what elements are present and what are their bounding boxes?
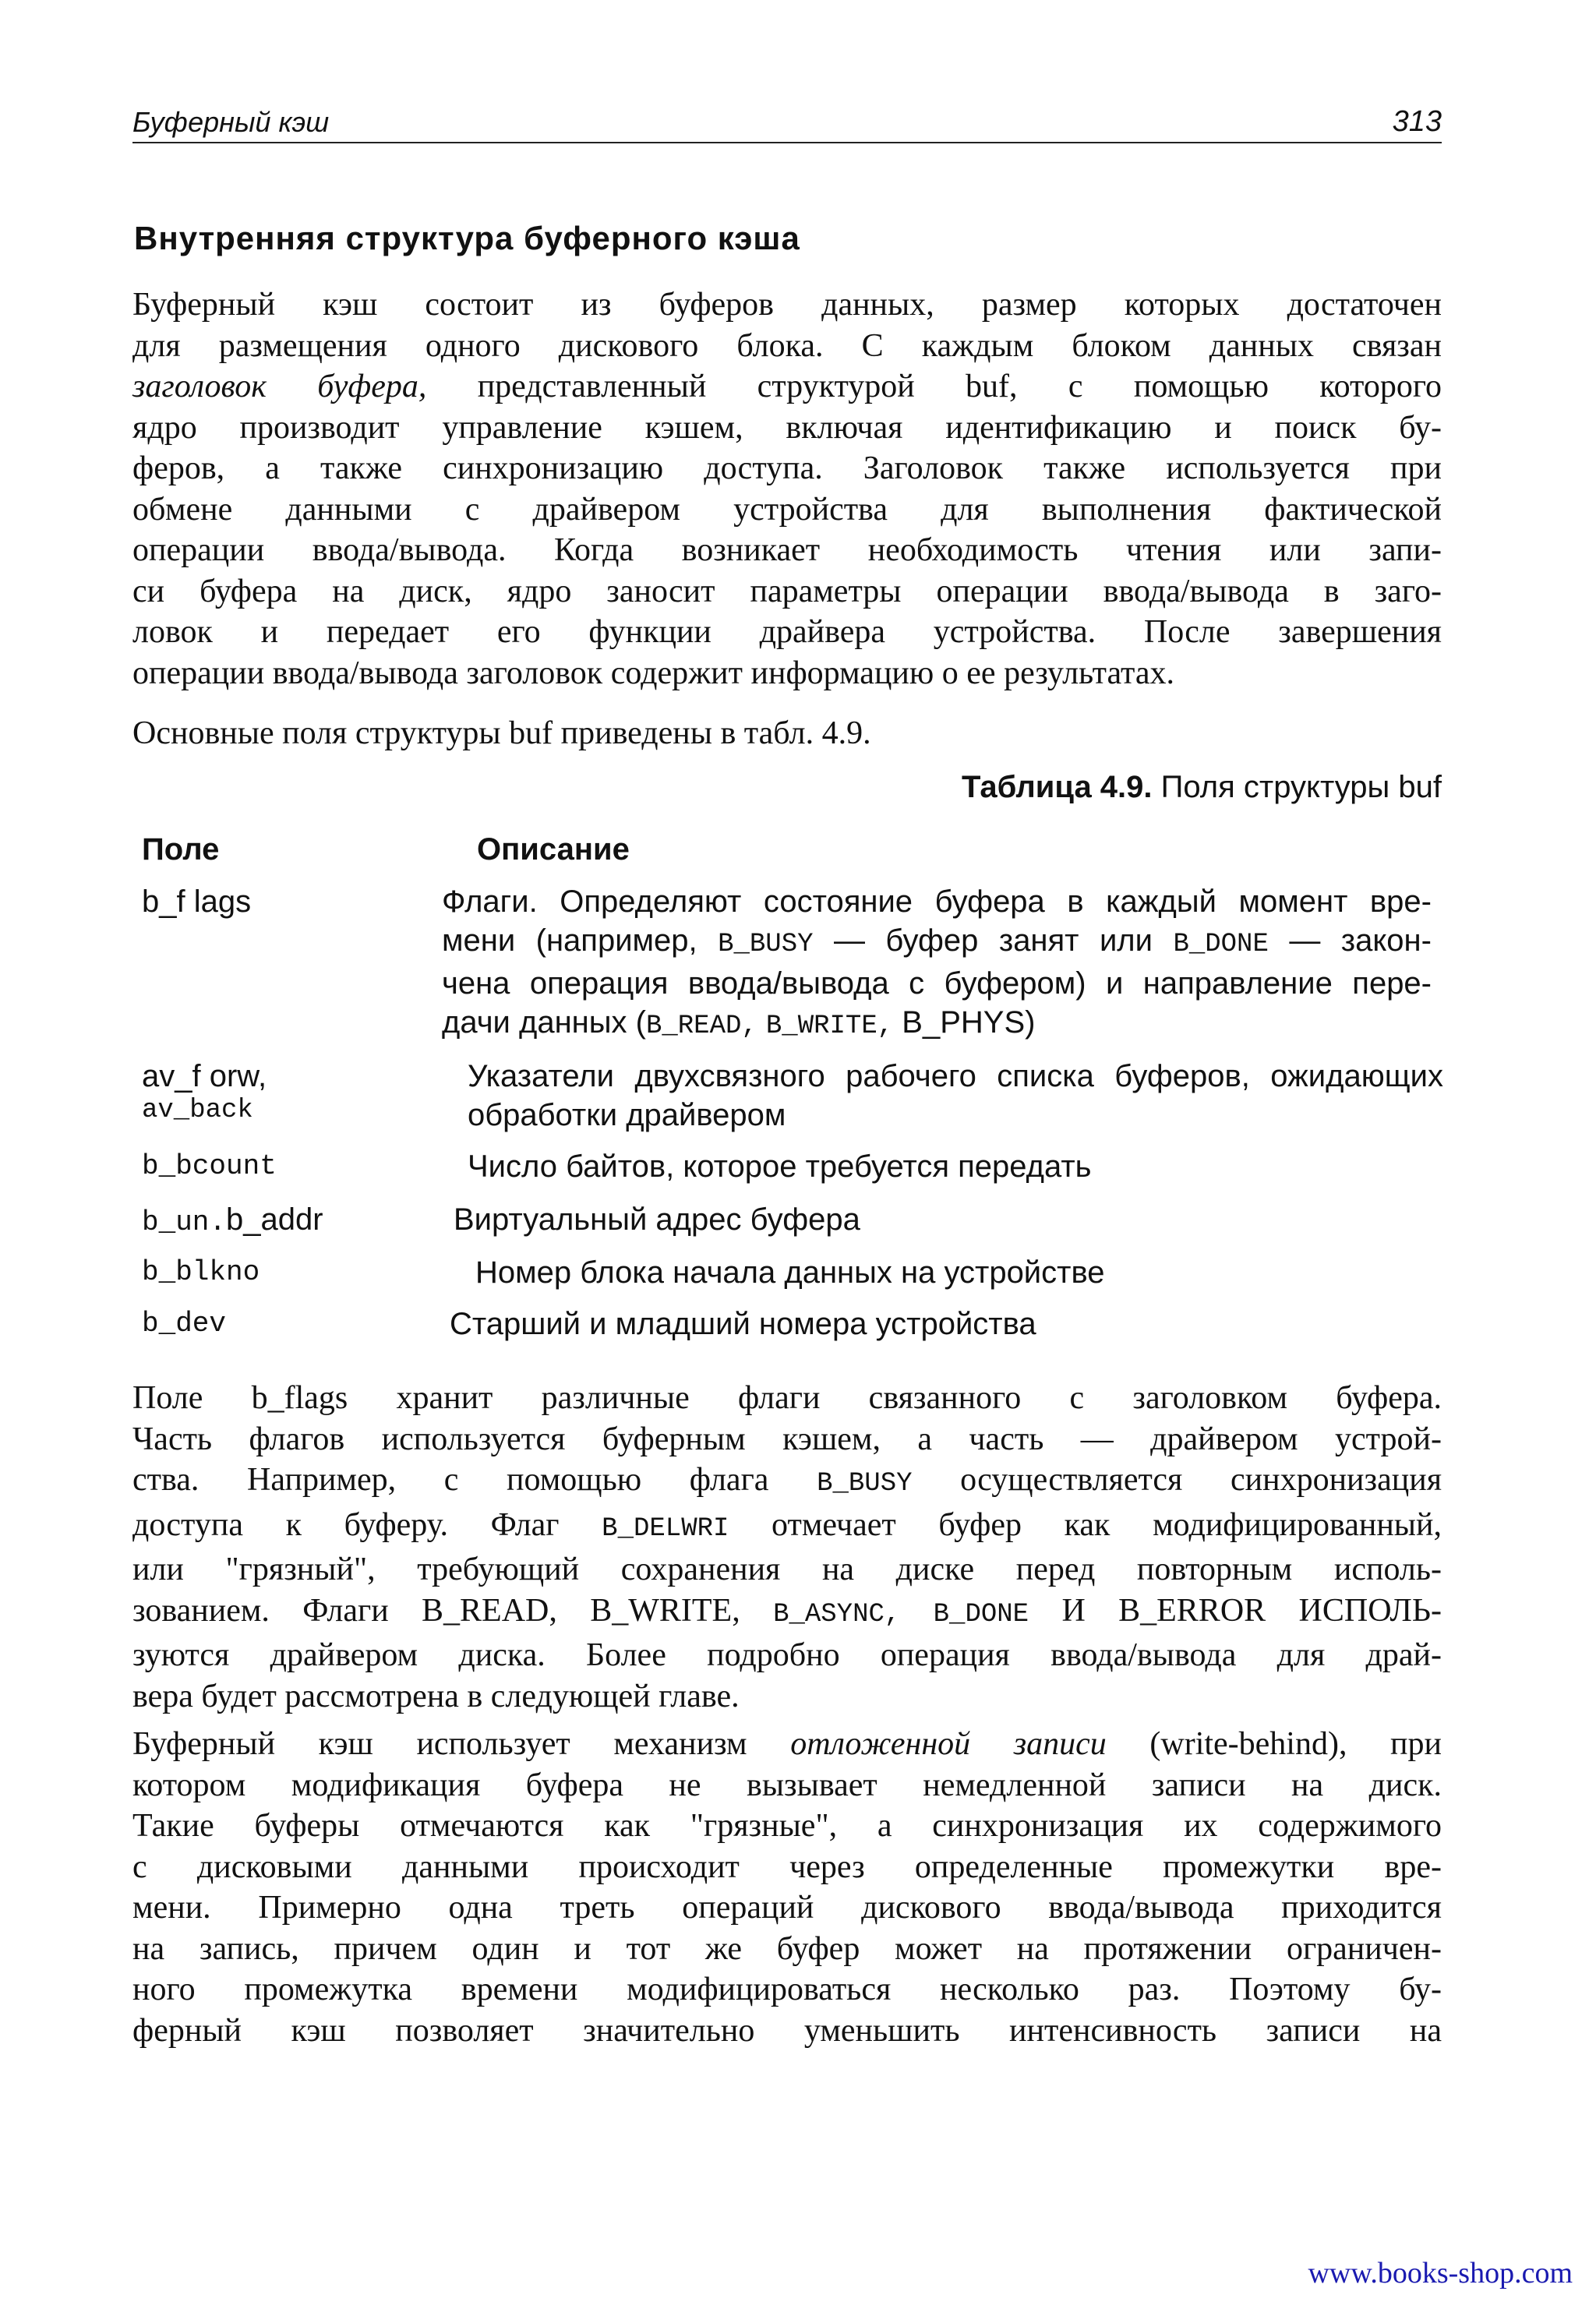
text-line: Флаги. Определяют состояние буфера в каждый момент вре- bbox=[442, 884, 1432, 919]
text-fragment: B_PHYS) bbox=[902, 1005, 1036, 1040]
paragraph-table-ref bbox=[132, 713, 1442, 754]
field-description: Число байтов, которое требуется передать bbox=[468, 1149, 1092, 1184]
text-line bbox=[132, 1724, 1442, 1765]
text-fragment: ства. Например, с помощью флага bbox=[132, 1462, 769, 1498]
table-caption bbox=[962, 770, 1442, 805]
text-fragment: мени (например, bbox=[442, 923, 697, 958]
text-line: на запись, причем один и тот же буфер может на протяжении ограничен- bbox=[132, 1930, 1442, 1967]
text-line: для размещения одного дискового блока. С каждым блоком данных связан bbox=[132, 327, 1442, 364]
text-line: с дисковыми данными происходит через определенные промежутки вре- bbox=[132, 1848, 1442, 1885]
field-name: b_blkno bbox=[142, 1256, 260, 1288]
text-line: или "грязный", требующий сохранения на диске перед повторным исполь- bbox=[132, 1552, 1442, 1587]
column-header-description: Описание bbox=[477, 832, 630, 867]
text-line bbox=[132, 1591, 1442, 1636]
text-line: операции ввода/вывода. Когда возникает необходимость чтения или запи- bbox=[132, 532, 1442, 568]
text-fragment: — закон- bbox=[1289, 923, 1432, 958]
section-title: Внутренняя структура буферного кэша bbox=[134, 220, 800, 256]
code-flag: B_ASYNC, bbox=[773, 1599, 901, 1629]
text-fragment: осуществляется синхронизация bbox=[960, 1462, 1442, 1498]
field-description bbox=[442, 882, 1432, 1046]
text-line: ферный кэш позволяет значительно уменьшить интенсивность записи на bbox=[132, 2012, 1442, 2049]
field-description: Виртуальный адрес буфера bbox=[454, 1202, 860, 1237]
text-line bbox=[442, 921, 1432, 964]
text-fragment: И B_ERROR ИСПОЛЬ- bbox=[1061, 1592, 1442, 1629]
footer-url[interactable]: www.books-shop.com bbox=[1308, 2257, 1573, 2290]
paragraph-intro bbox=[132, 284, 1442, 694]
field-name-line: av_back bbox=[142, 1096, 253, 1125]
text-line: Основные поля структуры buf приведены в табл. 4.9. bbox=[132, 715, 871, 751]
text-line: зуются драйвером диска. Более подробно операция ввода/вывода для драй- bbox=[132, 1637, 1442, 1673]
paragraph-write-behind bbox=[132, 1724, 1442, 2051]
text-line: Указатели двухсвязного рабочего списка буферов, ожидающих bbox=[468, 1059, 1443, 1093]
code-flag: B_DONE bbox=[1173, 930, 1269, 959]
code-flag: B_DELWRI bbox=[602, 1513, 729, 1544]
text-line: си буфера на диск, ядро заносит параметры операции ввода/вывода в заго- bbox=[132, 573, 1442, 609]
text-line bbox=[442, 1003, 1432, 1046]
table-row bbox=[142, 1147, 1443, 1186]
field-name: b_dev bbox=[142, 1308, 227, 1340]
page-number: 313 bbox=[1392, 105, 1442, 138]
table-header bbox=[142, 832, 1443, 882]
running-header-title: Буферный кэш bbox=[132, 106, 330, 138]
text-line: ядро производит управление кэшем, включая идентификацию и поиск бу- bbox=[132, 409, 1442, 446]
italic-term: отложенной записи bbox=[790, 1726, 1107, 1762]
table-row bbox=[142, 1057, 1443, 1135]
column-header-field: Поле bbox=[142, 832, 220, 867]
text-fragment: зованием. Флаги B_READ, B_WRITE, bbox=[132, 1592, 740, 1629]
field-name: b_f lags bbox=[142, 884, 252, 919]
text-fragment: Буферный кэш использует механизм bbox=[132, 1726, 747, 1762]
text-line: феров, а также синхронизацию доступа. Заголовок также используется при bbox=[132, 450, 1442, 486]
text-fragment: доступа к буферу. Флаг bbox=[132, 1506, 560, 1543]
field-description bbox=[468, 1057, 1443, 1135]
field-name bbox=[142, 1057, 454, 1125]
code-flag: B_WRITE, bbox=[765, 1012, 894, 1041]
code-flag: B_BUSY bbox=[718, 930, 814, 959]
text-line bbox=[132, 366, 1442, 408]
table-row bbox=[142, 1253, 1443, 1292]
text-line bbox=[132, 1505, 1442, 1550]
text-line: котором модификация буфера не вызывает немедленной записи на диск. bbox=[132, 1767, 1442, 1803]
text-line: Буферный кэш состоит из буферов данных, размер которых достаточен bbox=[132, 287, 1442, 323]
text-line: мени. Примерно одна треть операций дискового ввода/вывода приходится bbox=[132, 1890, 1442, 1926]
paragraph-flags bbox=[132, 1378, 1442, 1717]
text-line bbox=[132, 1460, 1442, 1505]
text-line: ловок и передает его функции драйвера устройства. После завершения bbox=[132, 614, 1442, 650]
code-flag: B_BUSY bbox=[817, 1469, 913, 1499]
table-row bbox=[142, 882, 1443, 1046]
table-row bbox=[142, 1200, 1443, 1239]
text-fragment: отмечает буфер как модифицированный, bbox=[772, 1506, 1442, 1543]
text-line: операции ввода/вывода заголовок содержит информацию о ее результатах. bbox=[132, 655, 1175, 691]
text-fragment: (write-behind), при bbox=[1149, 1726, 1442, 1762]
text-line: Такие буферы отмечаются как "грязные", а синхронизация их содержимого bbox=[132, 1808, 1442, 1844]
code-flag: B_DONE bbox=[933, 1599, 1029, 1629]
text-line: Поле b_flags хранит различные флаги связанного с заголовком буфера. bbox=[132, 1380, 1442, 1416]
field-name bbox=[142, 1200, 454, 1242]
field-name-line: av_f orw, bbox=[142, 1059, 267, 1093]
text-fragment: дачи данных ( bbox=[442, 1005, 646, 1040]
running-header bbox=[132, 105, 1442, 143]
field-name: b_bcount bbox=[142, 1150, 277, 1182]
text-line: обработки драйвером bbox=[468, 1098, 786, 1132]
field-description: Старший и младший номера устройства bbox=[450, 1307, 1036, 1341]
italic-term: заголовок буфера, bbox=[132, 369, 427, 404]
text-line: вера будет рассмотрена в следующей главе. bbox=[132, 1678, 740, 1714]
field-name-part: b_un. bbox=[142, 1206, 227, 1238]
table-caption-label: Таблица 4.9. bbox=[961, 770, 1153, 804]
table-caption-text: Поля структуры buf bbox=[1160, 770, 1442, 804]
field-name-part: b_addr bbox=[226, 1202, 323, 1237]
text-line: ного промежутка времени модифицироваться несколько раз. Поэтому бу- bbox=[132, 1972, 1442, 2007]
text-line: обмене данными с драйвером устройства для выполнения фактической bbox=[132, 491, 1442, 528]
field-description: Номер блока начала данных на устройстве bbox=[475, 1255, 1105, 1290]
code-flag: B_READ, bbox=[645, 1012, 757, 1041]
fields-table bbox=[142, 832, 1443, 1343]
text-fragment: представленный структурой buf, с помощью которого bbox=[477, 369, 1442, 404]
text-line: Часть флагов используется буферным кэшем, а часть — драйвером устрой- bbox=[132, 1421, 1442, 1457]
text-line: чена операция ввода/вывода с буфером) и направление пере- bbox=[442, 966, 1432, 1001]
text-fragment: — буфер занят или bbox=[833, 923, 1153, 958]
table-row bbox=[142, 1305, 1443, 1343]
